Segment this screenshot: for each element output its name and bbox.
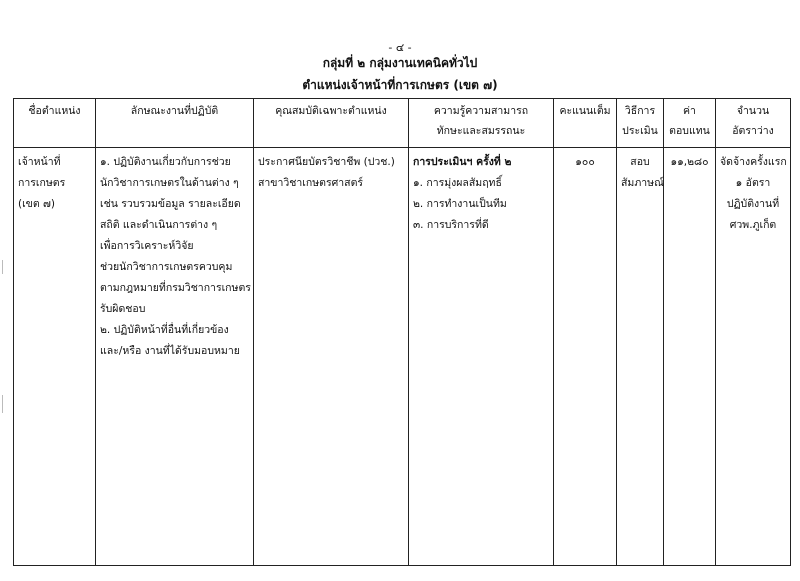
header-full-score: คะแนนเต็ม: [554, 99, 617, 148]
cell-pay: ๑๑,๒๘๐: [664, 148, 716, 566]
header-competency: ความรู้ความสามารถ ทักษะและสมรรถนะ: [409, 99, 554, 148]
header-position-name: ชื่อตำแหน่ง: [14, 99, 96, 148]
page-number: - ๔ -: [388, 41, 412, 54]
cell-qualifications: ประกาศนียบัตรวิชาชีพ (ปวช.) สาขาวิชาเกษตรศาสตร์: [254, 148, 409, 566]
scan-mark: [2, 395, 3, 413]
cell-position-name: เจ้าหน้าที่ การเกษตร (เขต ๗): [14, 148, 96, 566]
scan-mark: [2, 260, 3, 274]
header-duties: ลักษณะงานที่ปฏิบัติ: [96, 99, 254, 148]
table-row: [14, 148, 791, 566]
header-qualifications: คุณสมบัติเฉพาะตำแหน่ง: [254, 99, 409, 148]
header-row: [14, 99, 791, 148]
group-title: กลุ่มที่ ๒ กลุ่มงานเทคนิคทั่วไป: [322, 56, 478, 70]
header-vacancy: จำนวน อัตราว่าง: [716, 99, 791, 148]
header-method: วิธีการ ประเมิน: [617, 99, 664, 148]
position-table: [13, 98, 791, 566]
cell-full-score: ๑๐๐: [554, 148, 617, 566]
cell-vacancy: จัดจ้างครั้งแรก ๑ อัตรา ปฏิบัติงานที่ ศวพ.ภูเก็ต: [716, 148, 791, 566]
cell-competency: การประเมินฯ ครั้งที่ ๒ ๑. การมุ่งผลสัมฤทธิ์ ๒. การทำงานเป็นทีม ๓. การบริการที่ดี: [409, 148, 554, 566]
header-pay: ค่า ตอบแทน: [664, 99, 716, 148]
position-title: ตำแหน่งเจ้าหน้าที่การเกษตร (เขต ๗): [302, 78, 498, 92]
cell-duties: ๑. ปฏิบัติงานเกี่ยวกับการช่วย นักวิชาการเกษตรในด้านต่าง ๆ เช่น รวบรวมข้อมูล รายละเอียด สถิติ และดำเนินการต่าง ๆ เพื่อการวิเคราะห์วิจัย ช่วยนักวิชาการเกษตรควบคุม ตามกฎหมายที่กรมวิชาการเกษตร รับผิดชอบ ๒. ปฏิบัติหน้าที่อื่นที่เกี่ยวข้อง และ/หรือ งานที่ได้รับมอบหมาย: [96, 148, 254, 566]
cell-method: สอบ สัมภาษณ์: [617, 148, 664, 566]
